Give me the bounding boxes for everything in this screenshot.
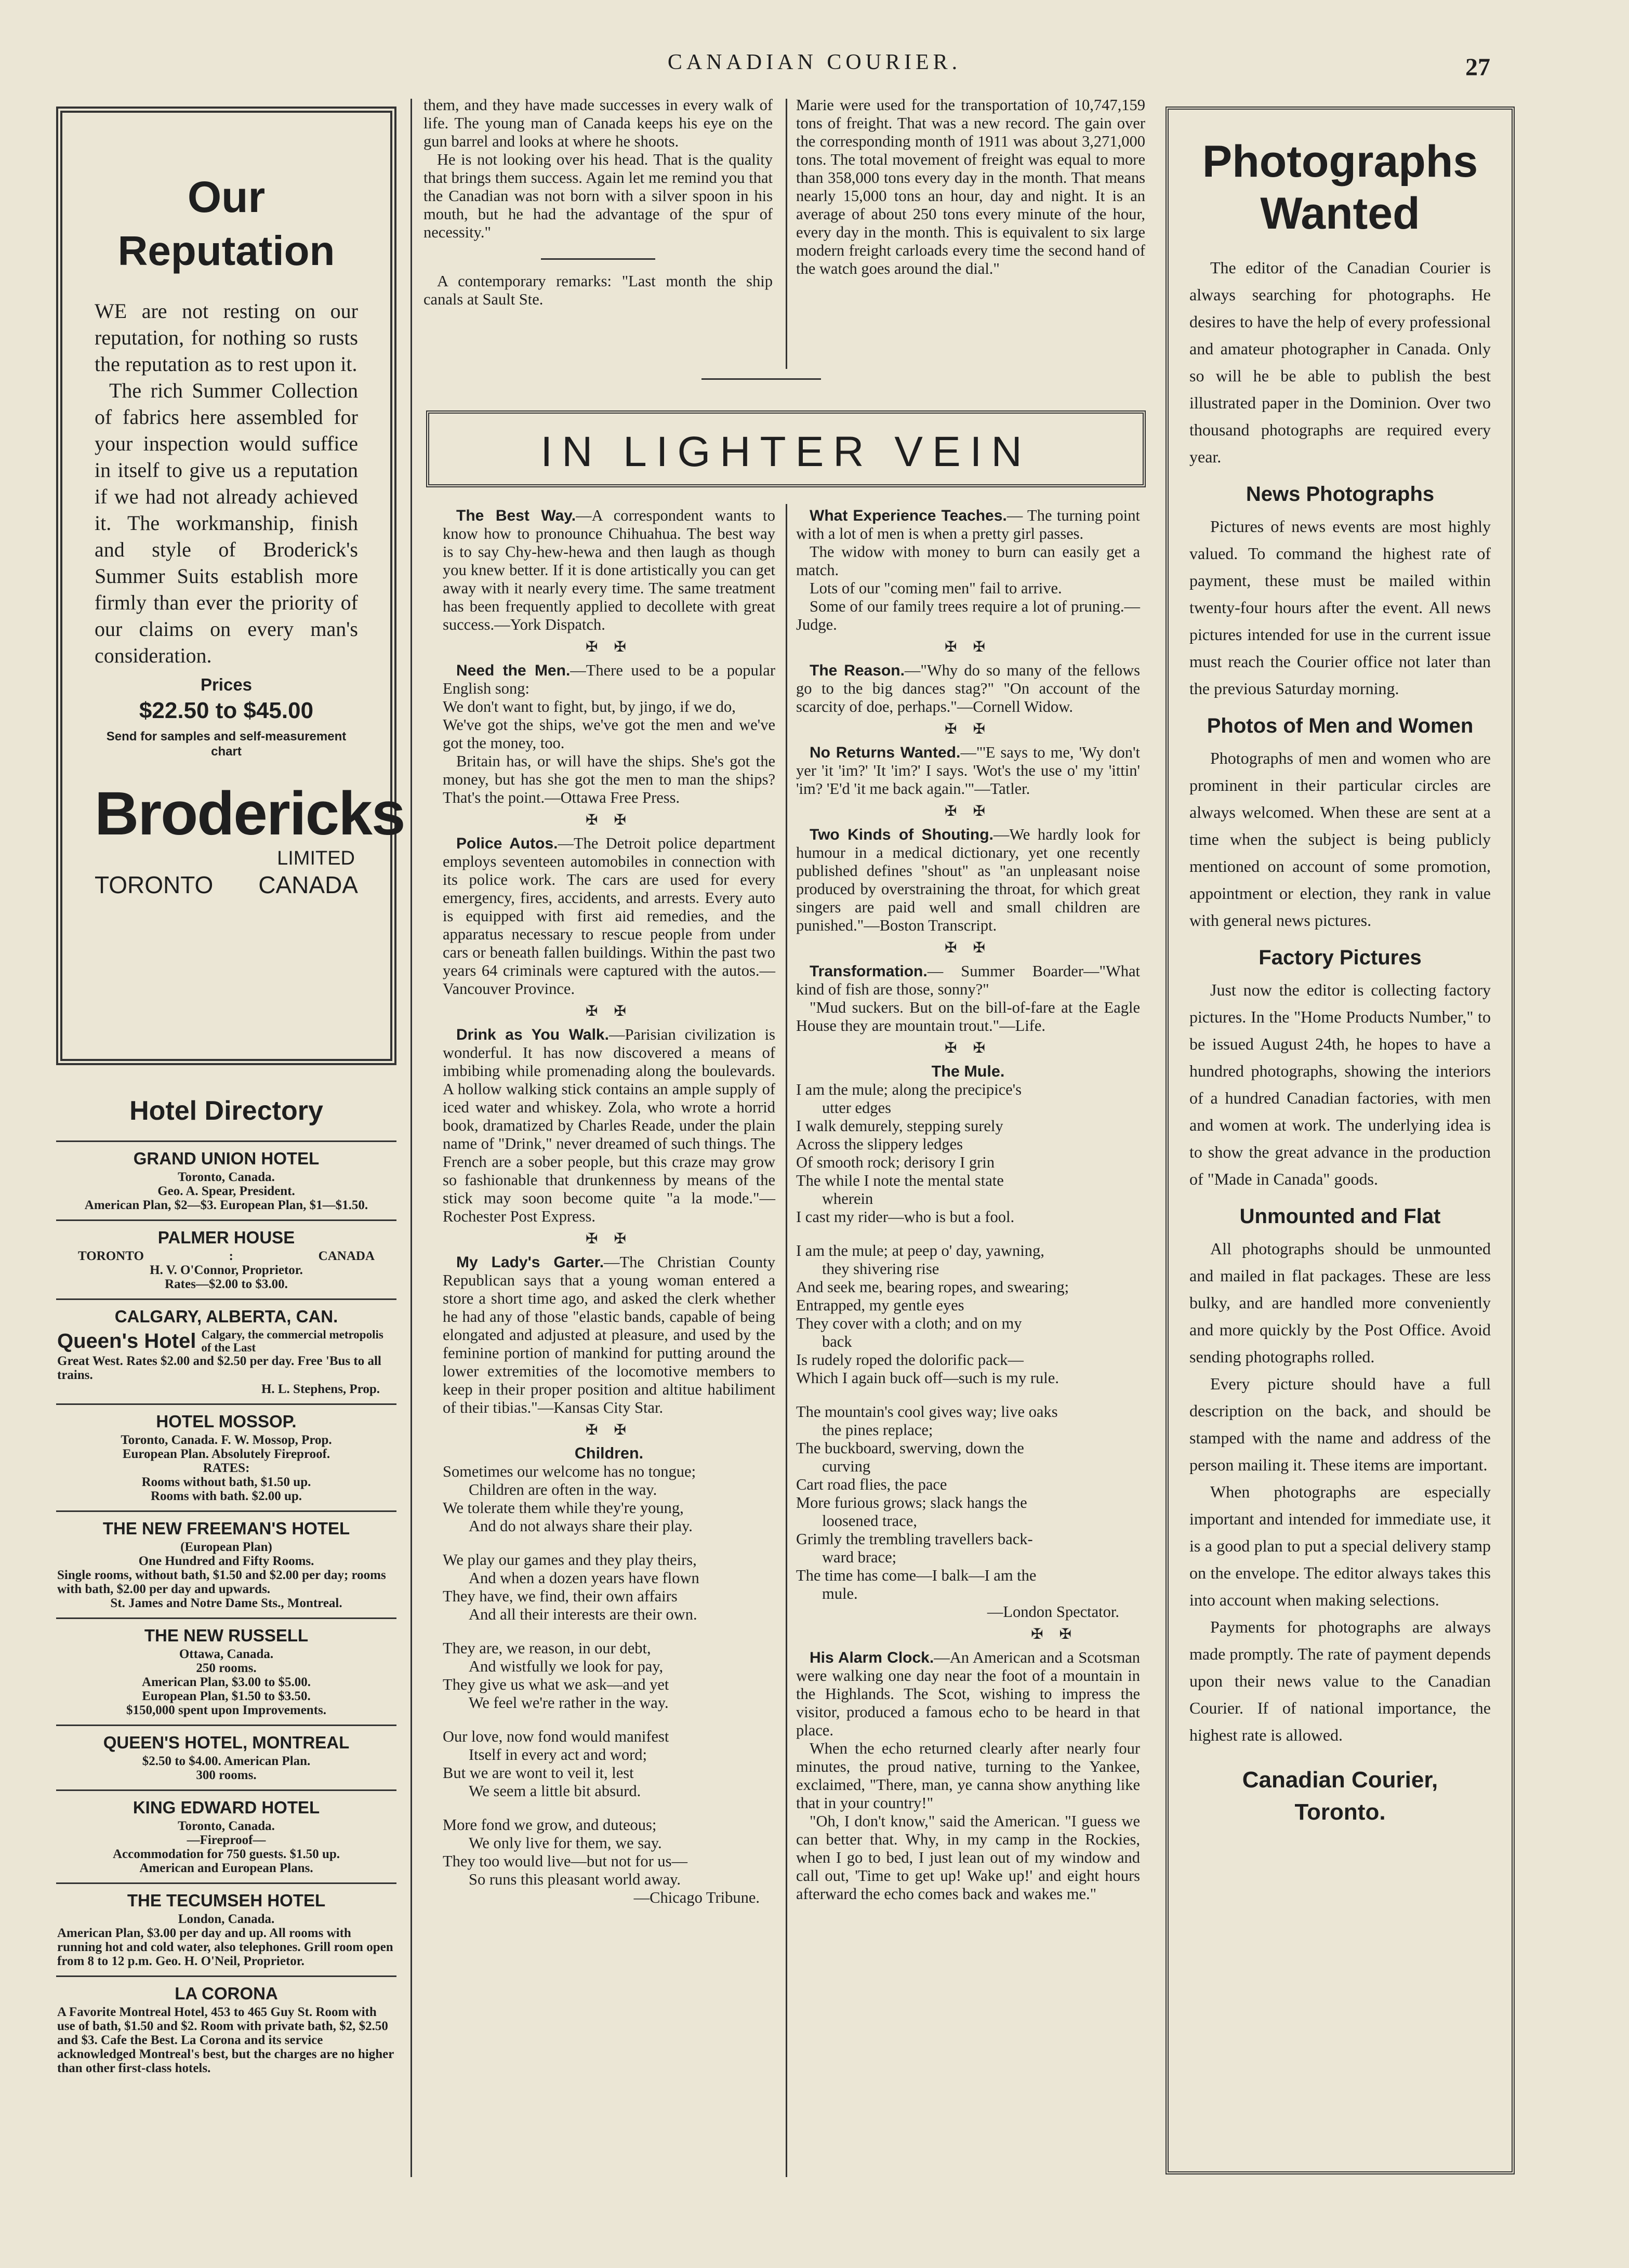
ornament-icon: ✠ ✠ [945, 639, 991, 655]
item-my-ladys-garter [443, 1253, 775, 1417]
hotel-country: CANADA [318, 1249, 375, 1263]
article-paragraph: Marie were used for the transportation of 10,747,159 tons of freight. That was a new record. The gain over the corresponding month of 1911 was about 3,271,000 tons. The total movement of freight was equal to more than 358,000 tons every day in the month. That means nearly 15,000 tons an hour, day and night. It is an average of about 250 tons every minute of the hour, every day in the month. This is equivalent to six large modern freight carloads every time the second hand of the watch goes around the dial." [796, 96, 1145, 277]
hotel-line: One Hundred and Fifty Rooms. [138, 1554, 314, 1568]
hotel-line: Toronto, Canada. F. W. Mossop, Prop. [121, 1433, 332, 1447]
hotel-line [57, 1249, 395, 1263]
hotel-line: $150,000 spent upon Improvements. [126, 1703, 326, 1717]
brodericks-limited: LIMITED [277, 847, 355, 869]
hotel-name: THE TECUMSEH HOTEL [127, 1891, 326, 1910]
hotel-line: Rates—$2.00 to $3.00. [165, 1277, 288, 1291]
ad-paragraph: Photographs of men and women who are prominent in their particular circles are always welcomed. When these are sent at a time when the subject is being publicly mentioned on account of some promotion, appointment or election, they rank in value with general news pictures. [1189, 749, 1491, 930]
poem-line: The mountain's cool gives way; live oaks [796, 1403, 1058, 1421]
hotel-king-edward [56, 1789, 396, 1882]
hotel-line: A Favorite Montreal Hotel, 453 to 465 Guy St. Room with use of bath, $1.50 and $2. Room with private bath, $2, $2.50 and $3. Cafe the Best. La Corona and its service acknowledged Montreal's best, but the charges are no higher than other first-class hotels. [57, 2005, 394, 2075]
hotel-line: Great West. Rates $2.00 and $2.50 per day. Free 'Bus to all trains. [57, 1354, 381, 1382]
hotel-directory [56, 1140, 396, 2083]
poem-line: They have, we find, their own affairs [443, 1587, 678, 1605]
poem-line: curving [822, 1457, 871, 1475]
item-alarm-clock [796, 1649, 1140, 1740]
item-heading: Transformation. [810, 963, 928, 980]
hotel-name: GRAND UNION HOTEL [133, 1149, 320, 1168]
hotel-line: (European Plan) [180, 1540, 272, 1554]
poem-line: wherein [822, 1190, 873, 1208]
poem-source: —London Spectator. [987, 1603, 1119, 1621]
poem-line: They are, we reason, in our debt, [443, 1639, 651, 1657]
hotel-name: THE NEW FREEMAN'S HOTEL [102, 1519, 350, 1538]
poem-line: loosened trace, [822, 1512, 917, 1530]
ornament-icon: ✠ ✠ [586, 1231, 632, 1247]
poem-line: And seek me, bearing ropes, and swearing; [796, 1278, 1069, 1296]
poem-line: Itself in every act and word; [469, 1746, 647, 1763]
hotel-line: Single rooms, without bath, $1.50 and $2.00 per day; rooms with bath, $2.00 per day and upwards. [57, 1568, 386, 1596]
poem-line: the pines replace; [822, 1421, 933, 1439]
poem-line: Grimly the trembling travellers back- [796, 1530, 1033, 1548]
item-text: — Summer Boarder—"What kind of fish are those, sonny?" [796, 962, 1140, 998]
signature-line: Toronto. [1294, 1799, 1386, 1825]
poem-line: Our love, now fond would manifest [443, 1728, 669, 1745]
ornament-icon: ✠ ✠ [945, 803, 991, 819]
photographs-wanted-body [1189, 254, 1491, 1748]
poem-line: We play our games and they play theirs, [443, 1551, 697, 1569]
poem-line: I am the mule; along the precipice's [796, 1081, 1022, 1098]
poem-source: —Chicago Tribune. [633, 1889, 760, 1906]
send-samples-note: Send for samples and self-measurement chart [106, 730, 347, 759]
poem-line: More fond we grow, and duteous; [443, 1816, 657, 1834]
poem-line: Entrapped, my gentle eyes [796, 1296, 964, 1314]
hotel-line: American and European Plans. [139, 1861, 313, 1875]
item-text: Britain has, or will have the ships. She's got the money, but has she got the men to man the ships? That's the point.—Ottawa Free Press. [443, 752, 775, 806]
reputation-ad [56, 107, 405, 1065]
item-drink-as-you-walk [443, 1026, 775, 1226]
hotel-line: Rooms with bath. $2.00 up. [150, 1489, 302, 1503]
song-line: We don't want to fight, but, by jingo, if we do, [443, 698, 736, 715]
hotel-queens-montreal [56, 1725, 396, 1789]
item-heading: My Lady's Garter. [456, 1254, 604, 1271]
hotel-line: RATES: [203, 1461, 250, 1475]
poem-line: Of smooth rock; derisory I grin [796, 1153, 995, 1171]
poem-line: Sometimes our welcome has no tongue; [443, 1463, 696, 1480]
reputation-paragraph-2: The rich Summer Collection of fabrics here assembled for your inspection would suffice in itself to give us a reputation if we had not already achieved it. The workmanship, finish and style of Broderick's Summer Suits establish more firmly than ever the priority of our claims on every man's consideration. [95, 379, 358, 667]
page-number: 27 [1465, 54, 1490, 81]
poem-line: The while I note the mental state [796, 1172, 1004, 1189]
hotel-name: HOTEL MOSSOP. [156, 1412, 297, 1431]
ornament-icon: ✠ ✠ [945, 721, 991, 737]
item-police-autos [443, 834, 775, 998]
hotel-tecumseh [56, 1882, 396, 1975]
poem-stanza [443, 1551, 775, 1624]
ad-paragraph: The editor of the Canadian Courier is always searching for photographs. He desires to have the help of every professional and amateur photographer in Canada. Only so will he be able to publish the best illustrated paper in the Dominion. Over two thousand photographs are required every year. [1189, 258, 1491, 466]
item-text: —There used to be a popular English song: [443, 661, 775, 697]
photographs-wanted-ad [1166, 107, 1515, 2174]
hotel-name: KING EDWARD HOTEL [133, 1798, 320, 1817]
hotel-new-russell [56, 1617, 396, 1725]
poem-line: mule. [822, 1585, 858, 1602]
ad-paragraph: Payments for photographs are always made promptly. The rate of payment depends upon their news value to the Canadian Courier. If of national importance, the highest rate is allowed. [1189, 1617, 1491, 1744]
hotel-line: H. V. O'Connor, Proprietor. [150, 1263, 303, 1277]
hotel-name: QUEEN'S HOTEL, MONTREAL [103, 1733, 350, 1752]
ad-subheading: News Photographs [1246, 483, 1435, 506]
poem-line: utter edges [822, 1099, 891, 1117]
ad-subheading: Factory Pictures [1259, 946, 1422, 969]
poem-line: They cover with a cloth; and on my [796, 1315, 1022, 1332]
reputation-title-line1: Our [187, 173, 266, 221]
poem-stanza [443, 1639, 775, 1712]
hotel-line: —Fireproof— [187, 1833, 266, 1847]
hotel-separator: : [229, 1249, 233, 1263]
ad-paragraph: Just now the editor is collecting factory pictures. In the "Home Products Number," to be issued August 24th, he hopes to have a hundred photographs, showing the interiors of a hundred Canadian factories, with men and women at work. The underlying idea is to show the great advance in the production of "Made in Canada" goods. [1189, 980, 1491, 1188]
brodericks-country: CANADA [258, 871, 358, 898]
poem-line: Across the slippery ledges [796, 1135, 963, 1153]
poem-line: ward brace; [822, 1548, 897, 1566]
poem-line: We feel we're rather in the way. [469, 1694, 669, 1712]
poem-line: They give us what we ask—and yet [443, 1676, 669, 1693]
hotel-line: Ottawa, Canada. [179, 1647, 274, 1661]
hotel-line: Geo. A. Spear, President. [157, 1184, 295, 1198]
poem-line: I cast my rider—who is but a fool. [796, 1208, 1015, 1226]
ad-paragraph: When photographs are especially important and intended for immediate use, it is a good plan to put a special delivery stamp on the envelope. The editor always takes this into account when making selections. [1189, 1482, 1491, 1609]
poem-line: So runs this pleasant world away. [469, 1871, 681, 1888]
brodericks-location [95, 871, 358, 899]
hotel-line: $2.50 to $4.00. American Plan. [142, 1754, 311, 1768]
ad-subheading: Unmounted and Flat [1239, 1205, 1441, 1228]
hotel-new-freeman [56, 1510, 396, 1617]
item-shouting [796, 826, 1140, 935]
poem-stanza [796, 1081, 1140, 1226]
item-text: —Parisian civilization is wonderful. It has now discovered a means of imbibing while promenading along the boulevards. A hollow walking stick contains an ample supply of iced water and whiskey. Zola, who wrote a horrid book, dramatized by Charles Reade, under the plain name of "Drink," never dreamed of such things. The French are a sober people, but this craze may grow so fashionable that drunkenness by means of the stick may soon become quite "a la mode."—Rochester Post Express. [443, 1026, 775, 1225]
poem-title-mule: The Mule. [931, 1063, 1005, 1080]
hotel-line: American Plan, $3.00 per day and up. All rooms with running hot and cold water, also telephones. Grill room open from 8 to 12 p.m. Geo. H. O'Neil, Proprietor. [57, 1926, 393, 1968]
poem-stanza [443, 1463, 775, 1535]
item-text: —The Detroit police department employs seventeen automobiles in connection with its police work. The cars are used for every emergency, fires, accidents, and arrests. Every auto is equipped with first aid remedies, and the apparatus necessary to rescue people from under cars or beneath fallen buildings. Within the past two years 64 criminals were captured with the autos.—Vancouver Province. [443, 834, 775, 998]
poem-stanza [443, 1728, 775, 1800]
item-need-men [443, 661, 775, 698]
item-text: Lots of our "coming men" fail to arrive. [810, 579, 1062, 597]
poem-line: Which I again buck off—such is my rule. [796, 1369, 1059, 1387]
poem-line: back [822, 1333, 852, 1350]
hotel-line: Toronto, Canada. [178, 1170, 275, 1184]
hotel-big-name: Queen's Hotel [57, 1329, 196, 1352]
poem-children [443, 1463, 775, 1889]
item-text: —"Why do so many of the fellows go to the big dances stag?" "On account of the scarcity of doe, perhaps."—Cornell Widow. [796, 661, 1140, 715]
ad-paragraph: Pictures of news events are most highly valued. To command the highest rate of payment, these must be mailed within twenty-four hours after the event. All news pictures intended for use in the current issue must reach the Courier office not later than the previous Saturday morning. [1189, 517, 1491, 698]
article-paragraph: He is not looking over his head. That is the quality that brings them success. Again let me remind you that the Canadian was not born with a silver spoon in his mouth, but he had the advantage of the spur of necessity." [423, 151, 773, 241]
hotel-line: Rooms without bath, $1.50 up. [141, 1475, 311, 1489]
poem-line: And all their interests are their own. [469, 1606, 697, 1623]
item-reason [796, 661, 1140, 716]
lighter-vein-header [426, 410, 1146, 487]
ornament-icon: ✠ ✠ [586, 1422, 632, 1438]
song-line: We've got the ships, we've got the men and we've got the money, too. [443, 716, 775, 752]
hotel-line: Toronto, Canada. [178, 1819, 275, 1833]
poem-line: And when a dozen years have flown [469, 1569, 699, 1587]
hotel-side-text: Calgary, the commercial metropolis of the Last [201, 1328, 383, 1354]
ornament-icon: ✠ ✠ [945, 1040, 991, 1056]
item-best-way [443, 507, 775, 634]
item-text: —An American and a Scotsman were walking one day near the foot of a mountain in the Highlands. The Scot, wishing to impress the visitor, produced a famous echo to be heard in that place. [796, 1649, 1140, 1739]
hotel-line: Accommodation for 750 guests. $1.50 up. [112, 1847, 340, 1861]
hotel-line: 300 rooms. [196, 1768, 257, 1782]
hotel-line [57, 1328, 395, 1354]
ornament-icon: ✠ ✠ [1031, 1626, 1078, 1642]
article-paragraph: them, and they have made successes in every walk of life. The young man of Canada keeps his eye on the gun barrel and looks at where he shoots. [423, 96, 773, 150]
item-heading: No Returns Wanted. [810, 744, 961, 761]
item-text: —The Christian County Republican says that a young woman entered a store a short time ago, and asked the clerk whether he had any of those "elastic bands, capable of being elongated and adjusted at pleasure, and used by the feminine portion of mankind for putting around the lower extremities of the locomotive members to keep in their proper position and altitue habiliment of their tibias."—Kansas City Star. [443, 1253, 775, 1416]
item-heading: His Alarm Clock. [810, 1649, 934, 1666]
top-article-right [796, 96, 1145, 278]
hotel-city: TORONTO [78, 1249, 144, 1263]
hotel-palmer-house [56, 1219, 396, 1298]
item-heading: Drink as You Walk. [456, 1026, 609, 1043]
hotel-directory-title: Hotel Directory [129, 1096, 323, 1126]
item-no-returns [796, 744, 1140, 798]
column-rule [786, 99, 787, 369]
brodericks-city: TORONTO [95, 871, 214, 898]
item-experience [796, 507, 1140, 543]
item-heading: The Best Way. [456, 507, 576, 524]
hotel-line: European Plan. Absolutely Fireproof. [122, 1447, 330, 1461]
poem-line: But we are wont to veil it, lest [443, 1764, 634, 1782]
item-text: "Mud suckers. But on the bill-of-fare at the Eagle House they are mountain trout."—Life. [796, 999, 1140, 1034]
item-transformation [796, 962, 1140, 999]
item-text: "Oh, I don't know," said the American. "I guess we can better that. Why, in my camp in the Rockies, when I go to bed, I just lean out of my window and call out, 'Time to get up! Wake up!' and eight hours afterward the echo comes back and wakes me." [796, 1812, 1140, 1903]
hotel-queens-calgary [56, 1298, 396, 1403]
column-rule [786, 504, 787, 2177]
poem-line: they shivering rise [822, 1260, 939, 1278]
column-rule [410, 99, 412, 2177]
item-text: When the echo returned clearly after nearly four minutes, the proud native, turning to the Yankee, exclaimed, "There, man, ye canna show anything like that in your country!" [796, 1740, 1140, 1812]
poem-line: And do not always share their play. [469, 1517, 693, 1535]
lighter-vein-title: IN LIGHTER VEIN [540, 428, 1031, 475]
ad-signature [1189, 1764, 1491, 1828]
hotel-grand-union [56, 1140, 396, 1219]
poem-title-children: Children. [574, 1444, 644, 1462]
item-heading: Two Kinds of Shouting. [810, 826, 994, 843]
lighter-vein-column-right [796, 507, 1140, 1903]
hotel-line: American Plan, $2—$3. European Plan, $1—$1.50. [84, 1198, 368, 1212]
hotel-line: American Plan, $3.00 to $5.00. [142, 1675, 311, 1689]
poem-line: I walk demurely, stepping surely [796, 1117, 1003, 1135]
hotel-line: 250 rooms. [196, 1661, 257, 1675]
item-text: Some of our family trees require a lot of pruning.—Judge. [796, 598, 1140, 633]
top-article-left [423, 96, 773, 309]
item-text: The widow with money to burn can easily get a match. [796, 543, 1140, 579]
hotel-name: CALGARY, ALBERTA, CAN. [114, 1307, 338, 1326]
lighter-vein-column-left [443, 507, 775, 1907]
hotel-la-corona [56, 1975, 396, 2083]
signature-line: Canadian Courier, [1242, 1767, 1438, 1793]
hotel-line: St. James and Notre Dame Sts., Montreal. [110, 1596, 342, 1610]
hotel-name: PALMER HOUSE [157, 1228, 295, 1247]
hotel-name: THE NEW RUSSELL [144, 1626, 309, 1645]
reputation-title-line2: Reputation [117, 228, 335, 274]
item-text: —We hardly look for humour in a medical dictionary, yet one recently published defines "shout" as "an unpleasant noise produced by overstraining the throat, for which great singers are paid well and small children are punished."—Boston Transcript. [796, 826, 1140, 934]
poem-line: I am the mule; at peep o' day, yawning, [796, 1242, 1044, 1259]
item-text: —A correspondent wants to know how to pronounce Chihuahua. The best way is to say Chy-hew-hewa and then laugh as though you knew better. If it is done artistically you can get away with it nearly every time. The same treatment has been frequently applied to decollete with great success.—York Dispatch. [443, 507, 775, 633]
ad-paragraph: All photographs should be unmounted and mailed in flat packages. These are less bulky, and are handled more conveniently and more quickly by the Post Office. Avoid sending photographs rolled. [1189, 1239, 1491, 1366]
poem-line: The time has come—I balk—I am the [796, 1567, 1037, 1584]
item-text: —"'E says to me, 'Wy don't yer 'it 'im?' 'It 'im?' I says. 'Wot's the use o' my 'ittin' 'im? 'E'd 'it me back again.'"—Tatler. [796, 744, 1140, 798]
ornament-icon: ✠ ✠ [586, 639, 632, 655]
item-heading: The Reason. [810, 662, 905, 679]
prices-label: Prices [200, 675, 253, 694]
hotel-line: European Plan, $1.50 to $3.50. [142, 1689, 311, 1703]
ornament-icon: ✠ ✠ [586, 812, 632, 828]
poem-stanza [796, 1403, 1140, 1603]
poem-stanza [443, 1816, 775, 1889]
reputation-body [95, 298, 358, 669]
reputation-paragraph-1: WE are not resting on our reputation, for nothing so rusts the reputation as to rest upon it. [95, 299, 358, 376]
poem-line: More furious grows; slack hangs the [796, 1494, 1027, 1511]
article-paragraph: A contemporary remarks: "Last month the ship canals at Sault Ste. [423, 272, 773, 308]
item-heading: What Experience Teaches. [810, 507, 1007, 524]
running-title: CANADIAN COURIER. [667, 50, 962, 74]
ad-subheading: Photos of Men and Women [1207, 714, 1474, 737]
poem-line: Children are often in the way. [469, 1481, 657, 1498]
brodericks-logo: Brodericks [95, 779, 405, 848]
hotel-line: London, Canada. [178, 1912, 275, 1926]
section-rule [701, 378, 821, 380]
section-rule [541, 258, 655, 260]
hotel-mossop [56, 1403, 396, 1510]
prices-range: $22.50 to $45.00 [139, 698, 314, 723]
item-heading: Need the Men. [456, 662, 571, 679]
poem-line: We seem a little bit absurd. [469, 1782, 641, 1800]
ad-paragraph: Every picture should have a full description on the back, and should be stamped with the name and address of the person mailing it. These items are important. [1189, 1374, 1491, 1474]
poem-mule [796, 1081, 1140, 1603]
poem-line: The buckboard, swerving, down the [796, 1439, 1024, 1457]
item-heading: Police Autos. [456, 835, 558, 852]
item-text: — The turning point with a lot of men is when a pretty girl passes. [796, 507, 1141, 542]
hotel-line: H. L. Stephens, Prop. [261, 1382, 380, 1396]
poem-stanza [796, 1242, 1140, 1387]
poem-line: They too would live—but not for us— [443, 1852, 688, 1870]
hotel-name: LA CORONA [175, 1984, 278, 2003]
ornament-icon: ✠ ✠ [586, 1003, 632, 1019]
poem-line: And wistfully we look for pay, [469, 1657, 664, 1675]
photographs-wanted-title: Photographs Wanted [1202, 137, 1478, 238]
poem-line: We only live for them, we say. [469, 1834, 662, 1852]
ornament-icon: ✠ ✠ [945, 940, 991, 956]
poem-line: Cart road flies, the pace [796, 1476, 947, 1493]
poem-line: We tolerate them while they're young, [443, 1499, 684, 1517]
poem-line: Is rudely roped the dolorific pack— [796, 1351, 1024, 1369]
